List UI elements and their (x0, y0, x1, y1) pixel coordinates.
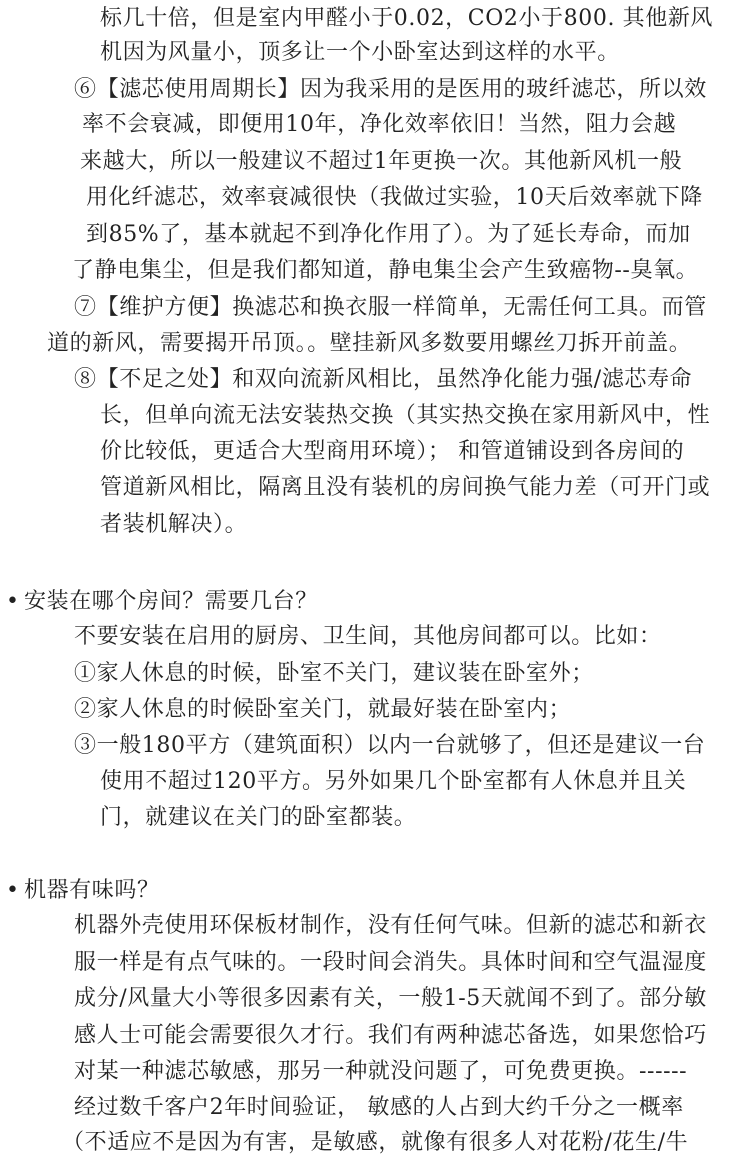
features-line: 长，但单向流无法安装热交换（其实热交换在家用新风中，性 (100, 403, 711, 428)
features-line: 道的新风，需要揭开吊顶。。壁挂新风多数要用螺丝刀拆开前盖。 (47, 331, 692, 356)
features-line: ⑦【维护方便】换滤芯和换衣服一样简单，无需任何工具。而管 (74, 295, 707, 320)
features-line: 管道新风相比，隔离且没有装机的房间换气能力差（可开门或 (100, 475, 711, 500)
features-line: 机因为风量小，顶多让一个小卧室达到这样的水平。 (100, 40, 620, 65)
features-line: 率不会衰减，即便用10年，净化效率依旧！当然，阻力会越 (82, 112, 677, 137)
features-line: 标几十倍，但是室内甲醛小于0.02，CO2小于800. 其他新风 (100, 6, 714, 31)
features-line: 价比较低，更适合大型商用环境）； 和管道铺设到各房间的 (100, 439, 685, 464)
smell-line: 对某一种滤芯敏感，那另一种就没问题了，可免费更换。------ (74, 1059, 688, 1084)
install-line: 不要安装在启用的厨房、卫生间，其他房间都可以。比如： (74, 624, 662, 649)
install-line: 使用不超过120平方。另外如果几个卧室都有人休息并且关 (100, 769, 687, 794)
smell-line: 感人士可能会需要很久才行。我们有两种滤芯备选，如果您恰巧 (74, 1023, 707, 1048)
bullet-icon: • (6, 589, 20, 614)
features-line: ⑥【滤芯使用周期长】因为我采用的是医用的玻纤滤芯，所以效 (74, 77, 707, 102)
install-line: ②家人休息的时候卧室关门，就最好装在卧室内； (74, 697, 572, 722)
features-line: 用化纤滤芯，效率衰减很快（我做过实验，10天后效率就下降 (86, 185, 703, 210)
bullet-icon: • (6, 878, 20, 903)
smell-line: 机器外壳使用环保板材制作，没有任何气味。但新的滤芯和新衣 (74, 913, 707, 938)
smell-line: （不适应不是因为有害，是敏感，就像有很多人对花粉/花生/牛 (62, 1130, 689, 1155)
features-line: 到85%了，基本就起不到净化作用了）。为了延长寿命，而加 (86, 222, 691, 247)
install-heading (6, 587, 318, 617)
smell-heading (6, 876, 160, 906)
install-line: ①家人休息的时候，卧室不关门，建议装在卧室外； (74, 661, 594, 686)
smell-line: 成分/风量大小等很多因素有关，一般1-5天就闻不到了。部分敏 (74, 986, 707, 1011)
install-line: ③一般180平方（建筑面积）以内一台就够了，但还是建议一台 (74, 733, 706, 758)
features-line: 者装机解决）。 (100, 512, 248, 537)
smell-line: 服一样是有点气味的。一段时间会消失。具体时间和空气温湿度 (74, 950, 707, 975)
features-line: ⑧【不足之处】和双向流新风相比，虽然净化能力强/滤芯寿命 (74, 367, 693, 392)
features-line: 来越大，所以一般建议不超过1年更换一次。其他新风机一般 (80, 149, 683, 174)
smell-heading-text: 机器有味吗？ (24, 878, 160, 903)
install-line: 门，就建议在关门的卧室都装。 (100, 805, 417, 830)
install-heading-text: 安装在哪个房间？需要几台？ (24, 589, 318, 614)
smell-line: 经过数千客户2年时间验证， 敏感的人占到大约千分之一概率 (74, 1095, 684, 1120)
features-line: 了静电集尘，但是我们都知道，静电集尘会产生致癌物--臭氧。 (72, 258, 699, 283)
